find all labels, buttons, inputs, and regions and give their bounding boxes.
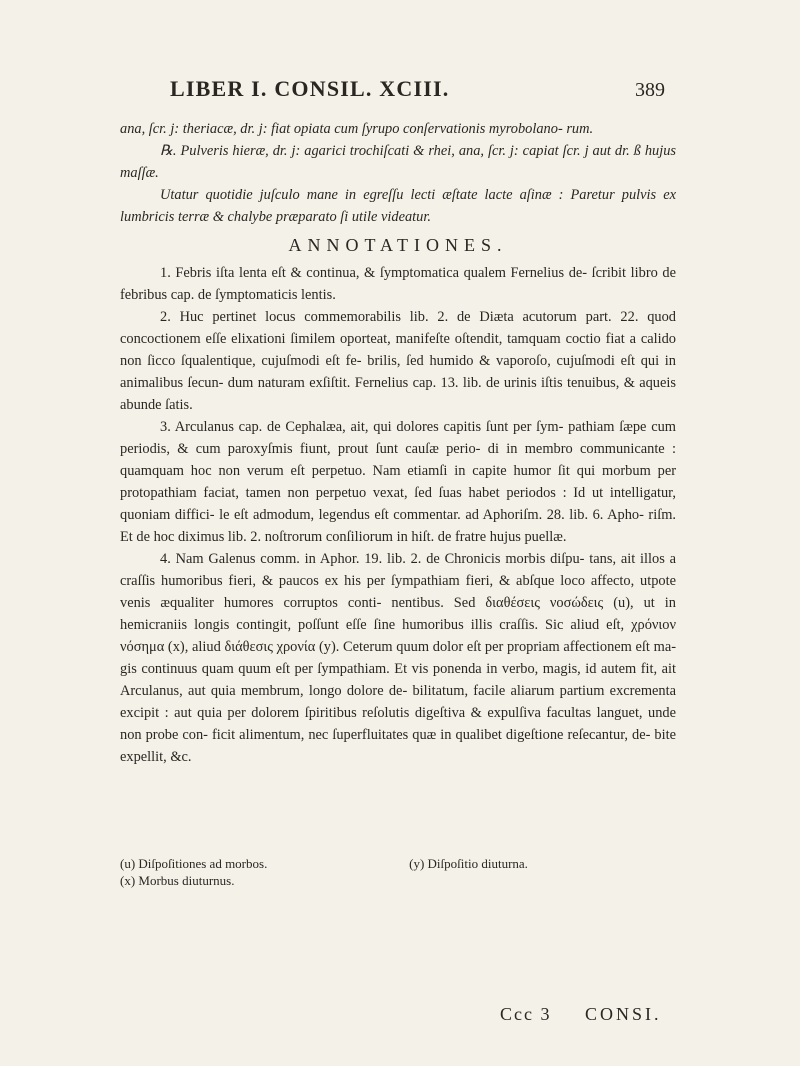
footnote-u: (u) Diſpoſitiones ad morbos.: [120, 856, 268, 871]
annotation-3: 3. Arculanus cap. de Cephalæa, ait, qui dolores capitis ſunt per ſym- pathiam ſæpe cum periodis, & cum paroxyſmis fiunt, prout ſunt cauſæ perio- di in membro communicante : quamquam hoc non verum eſt perpetuo. Nam etiamſi in capite humor ſit qui morbum per protopathiam faciat, tamen non perpetuo vexat, ſed ſuas habet periodos : Id ut intelligatur, quoniam diffici- le eſt admodum, legendus eſt commentar. ad Aphoriſm. 28. lib. 6. Apho- riſm. Et de hoc diximus lib. 2. noſtrorum conſiliorum in hiſt. de fratre hujus puellæ.: [120, 419, 676, 545]
footnotes: [120, 855, 676, 889]
annotation-4: 4. Nam Galenus comm. in Aphor. 19. lib. 2. de Chronicis morbis diſpu- tans, ait illos a craſſis humoribus fieri, & paucos ex his per ſympathiam fieri, & abſque loco affecto, utpote venis æqualiter humores corruptos conti- nentibus. Sed διαθέσεις νοσώδεις (u), ut in hemicraniis longis contingit, poſſunt eſſe ſine humoribus illis craſſis. Sic aliud eſt, χρόνιον νόσημα (x), aliud διάθεσις χρονία (y). Ceterum quum dolor eſt per propriam affectionem eſt ma- gis continuus quam quum eſt per ſympathiam. Et vis ponenda in verbo, magis, id autem fit, ait Arculanus, aut quia membrum, longo dolore de- bilitatum, facile aliarum partium excrementa excipit : aut quia per dolorem ſpiritibus reſolutis digeſtiva & expulſiva facultas languet, unde non probe con- ficit alimentum, nec ſuperfluitates quæ in qualibet digeſtione reſecantur, de- bite expellit, &c.: [120, 551, 676, 765]
prescription-regimen: Utatur quotidie juſculo mane in egreſſu lecti æſtate lacte aſinæ : Paretur pulvis ex lumbricis terræ & chalybe præparato ſi utile videatur.: [120, 187, 676, 225]
annotation-1: 1. Febris iſta lenta eſt & continua, & ſymptomatica qualem Fernelius de- ſcribit libro de febribus cap. de ſymptomaticis lentis.: [120, 265, 676, 303]
annotations-heading: ANNOTATIONES.: [288, 235, 508, 255]
signature-mark: Ccc 3: [500, 1004, 552, 1024]
prescription-continuation: ana, ſcr. j: theriacæ, dr. j: fiat opiata cum ſyrupo conſervationis myrobolano- rum.: [120, 121, 594, 137]
page-number: 389: [635, 79, 665, 101]
page-footer: [0, 1004, 800, 1030]
footnote-row: [120, 872, 676, 889]
running-title: LIBER I. CONSIL. XCIII.: [170, 76, 450, 101]
catchword: CONSI.: [585, 1004, 662, 1024]
main-text: [120, 118, 676, 768]
footnote-x: (x) Morbus diuturnus.: [120, 873, 235, 888]
footnote-y: (y) Diſpoſitio diuturna.: [409, 856, 528, 871]
page-header: [0, 76, 800, 116]
annotation-2: 2. Huc pertinet locus commemorabilis lib. 2. de Diæta acutorum part. 22. quod concoctionem eſſe elixationi ſimilem oporteat, manifeſte oſtendit, tamquam coctio fiat a calido non ſicco ſqualentique, cujuſmodi eſt fe- brilis, ſed humido & vaporoſo, cujuſmodi eſt qui in animalibus ſecun- dum naturam exſiſtit. Fernelius cap. 13. lib. de urinis iſtis tenuibus, & aqueis abunde ſatis.: [120, 309, 676, 413]
prescription-powder: ℞. Pulveris hieræ, dr. j: agarici trochiſcati & rhei, ana, ſcr. j: capiat ſcr. j aut dr. ß hujus maſſæ.: [120, 143, 676, 181]
footnote-row: [120, 855, 676, 872]
